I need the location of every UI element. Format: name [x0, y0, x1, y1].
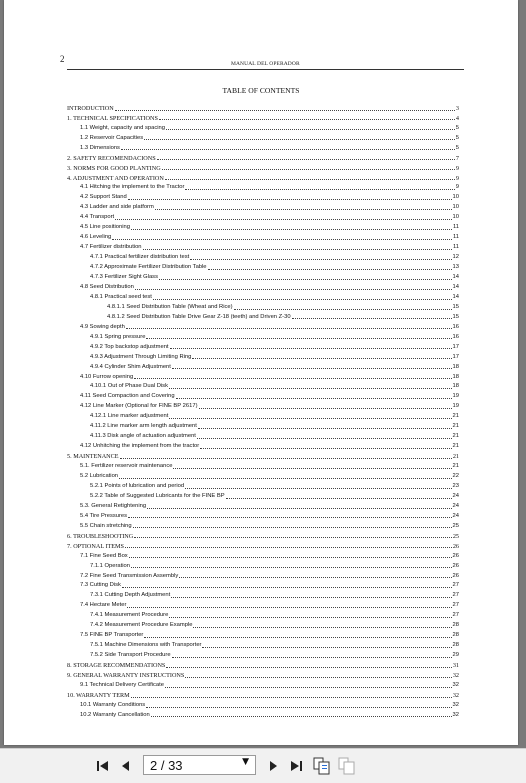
chevron-down-icon: ▼	[242, 757, 249, 767]
toc-entry[interactable]	[90, 639, 459, 649]
running-header: MANUAL DEL OPERADOR	[231, 61, 300, 67]
toc-leader-dots	[134, 537, 452, 538]
toc-leader-dots	[134, 378, 451, 379]
toc-entry-page: 17	[452, 353, 459, 360]
toc-entry-label: 5.1. Fertilizer reservoir maintenance	[80, 463, 173, 470]
toc-entry[interactable]	[67, 659, 459, 669]
toc-entry[interactable]	[67, 530, 459, 540]
toc-entry[interactable]	[67, 669, 459, 679]
toc-entry[interactable]	[80, 241, 459, 251]
toc-leader-dots	[120, 458, 452, 459]
toc-entry-label: 5. MAINTENANCE	[67, 453, 119, 461]
toc-leader-dots	[185, 677, 451, 678]
toc-leader-dots	[133, 527, 452, 528]
toc-entry-page: 29	[452, 652, 459, 659]
toc-entry-label: 9.1 Technical Delivery Certificate	[80, 681, 164, 688]
toc-entry[interactable]	[107, 311, 459, 321]
toc-leader-dots	[165, 687, 452, 688]
toc-entry[interactable]	[90, 331, 459, 341]
toc-leader-dots	[193, 627, 451, 628]
toc-entry[interactable]	[67, 102, 459, 112]
toc-entry-label: 10.2 Warranty Cancellation	[80, 711, 150, 718]
toc-leader-dots	[199, 408, 452, 409]
toc-entry-label: 4.7 Fertilizer distribution	[80, 244, 142, 251]
toc-entry-page: 9	[455, 184, 459, 191]
toc-entry-label: 4.3 Ladder and side platform	[80, 204, 154, 211]
toc-entry-page: 14	[452, 274, 459, 281]
toc-entry-label: 7.5 FINE BP Transporter	[80, 632, 144, 639]
toc-entry-page: 27	[452, 582, 459, 589]
toc-entry[interactable]	[90, 560, 459, 570]
toc-leader-dots	[112, 239, 452, 240]
toc-leader-dots	[169, 418, 451, 419]
toc-entry[interactable]	[90, 251, 459, 261]
toc-entry[interactable]	[80, 510, 459, 520]
toc-entry-label: 7.5.2 Side Transport Procedure	[90, 652, 171, 659]
toc-entry-label: 5.5 Chain stretching	[80, 522, 132, 529]
toc-entry-label: 9. GENERAL WARRANTY INSTRUCTIONS	[67, 672, 185, 680]
toc-leader-dots	[146, 707, 451, 708]
toc-leader-dots	[165, 179, 455, 180]
toc-entry-page: 11	[452, 244, 459, 251]
toc-entry-label: 1. TECHNICAL SPECIFICATIONS	[67, 114, 158, 122]
toc-entry-label: 4.1 Hitching the implement to the Tractor	[80, 184, 185, 191]
toc-leader-dots	[170, 348, 452, 349]
toc-entry[interactable]	[80, 460, 459, 470]
toc-leader-dots	[176, 398, 452, 399]
toc-leader-dots	[131, 567, 452, 568]
toc-entry-label: 4.8 Seed Distribution	[80, 283, 134, 290]
toc-entry[interactable]	[80, 629, 459, 639]
toc-entry-label: 3. NORMS FOR GOOD PLANTING	[67, 164, 161, 172]
toc-entry[interactable]	[67, 689, 459, 699]
toc-entry[interactable]	[80, 520, 459, 530]
toc-entry[interactable]	[90, 619, 459, 629]
toc-entry[interactable]	[90, 420, 459, 430]
toc-entry-label: 5.3. General Retightening	[80, 502, 147, 509]
toc-entry-label: 10.1 Warranty Conditions	[80, 701, 146, 708]
toc-entry-page: 26	[452, 572, 459, 579]
toc-leader-dots	[190, 259, 451, 260]
page-number: 2	[60, 54, 65, 64]
toc-entry-page: 32	[452, 672, 459, 680]
toc-leader-dots	[129, 557, 452, 558]
toc-entry-page: 21	[452, 453, 459, 461]
next-page-icon[interactable]	[264, 757, 282, 775]
toc-entry-label: 4.8.1.2 Seed Distribution Table Drive Gear Z-18 (teeth) and Driven Z-30	[107, 313, 291, 320]
toc-entry-page: 5	[455, 124, 459, 131]
toc-entry[interactable]	[67, 152, 459, 162]
toc-entry[interactable]	[80, 281, 459, 291]
toc-entry-page: 25	[452, 532, 459, 540]
toc-entry-page: 24	[452, 502, 459, 509]
toc-title: TABLE OF CONTENTS	[222, 86, 300, 95]
toc-entry[interactable]	[90, 361, 459, 371]
toc-leader-dots	[147, 508, 451, 509]
toc-entry-page: 32	[452, 681, 459, 688]
toc-leader-dots	[115, 219, 451, 220]
toc-leader-dots	[115, 110, 455, 111]
toc-entry[interactable]	[90, 649, 459, 659]
toc-entry-page: 17	[452, 343, 459, 350]
toc-leader-dots	[171, 597, 451, 598]
toc-leader-dots	[234, 309, 452, 310]
toc-entry-label: 4.9.4 Cylinder Shim Adjustment	[90, 363, 171, 370]
toc-entry-page: 24	[452, 512, 459, 519]
toc-entry-label: 4.5 Line positioning	[80, 224, 130, 231]
toc-entry-page: 18	[452, 363, 459, 370]
toc-entry-label: 7.4.2 Measurement Procedure Example	[90, 622, 193, 629]
toc-entry[interactable]	[80, 709, 459, 719]
toc-entry-page: 11	[452, 234, 459, 241]
toc-entry-page: 5	[455, 134, 459, 141]
toc-leader-dots	[127, 607, 451, 608]
toc-entry-page: 26	[452, 542, 459, 550]
toc-entry-page: 10	[452, 194, 459, 201]
toc-entry-page: 23	[452, 482, 459, 489]
toc-leader-dots	[185, 488, 451, 489]
toc-leader-dots	[119, 478, 452, 479]
toc-entry-page: 24	[452, 492, 459, 499]
toc-entry-page: 32	[452, 711, 459, 718]
toc-entry-label: 4.10 Furrow opening	[80, 373, 134, 380]
toc-entry[interactable]	[90, 291, 459, 301]
toc-entry[interactable]	[80, 699, 459, 709]
toc-entry[interactable]	[90, 351, 459, 361]
toc-entry-page: 16	[452, 333, 459, 340]
toc-entry-label: 4.9 Sowing depth	[80, 323, 125, 330]
toc-entry-page: 21	[452, 433, 459, 440]
toc-leader-dots	[172, 657, 452, 658]
toc-entry[interactable]	[80, 202, 459, 212]
toc-entry[interactable]	[67, 540, 459, 550]
toc-entry-label: 7.2 Fine Seed Transmission Assembly	[80, 572, 179, 579]
toc-entry[interactable]	[80, 600, 459, 610]
toc-entry-page: 27	[452, 602, 459, 609]
toc-leader-dots	[128, 517, 452, 518]
toc-leader-dots	[173, 468, 451, 469]
toc-leader-dots	[179, 577, 451, 578]
toc-entry[interactable]	[67, 450, 459, 460]
viewer-toolbar	[0, 748, 526, 783]
toc-entry[interactable]	[80, 182, 459, 192]
toc-entry-page: 13	[452, 264, 459, 271]
toc-entry-label: 4.11.3 Disk angle of actuation adjustment	[90, 433, 196, 440]
toc-entry-page: 21	[452, 463, 459, 470]
toc-entry-page: 18	[452, 373, 459, 380]
toc-entry-label: 7.1.1 Operation	[90, 562, 130, 569]
toc-entry-page: 25	[452, 522, 459, 529]
toc-leader-dots	[125, 547, 452, 548]
toc-entry-label: 8. STORAGE RECOMMENDATIONS	[67, 662, 166, 670]
toc-entry-label: 1.2 Reservoir Capacities	[80, 134, 144, 141]
toc-entry-label: 1.3 Dimensions	[80, 144, 120, 151]
toc-entry-page: 32	[452, 701, 459, 708]
toc-leader-dots	[166, 129, 455, 130]
previous-page-icon[interactable]	[117, 757, 135, 775]
toc-leader-dots	[153, 299, 452, 300]
toc-entry[interactable]	[80, 231, 459, 241]
toc-leader-dots	[159, 119, 455, 120]
toc-entry-page: 19	[452, 393, 459, 400]
toc-leader-dots	[155, 209, 452, 210]
toc-entry-page: 19	[452, 403, 459, 410]
toc-entry-page: 27	[452, 612, 459, 619]
toc-entry-page: 22	[452, 473, 459, 480]
toc-entry[interactable]	[80, 570, 459, 580]
toc-entry-page: 3	[455, 104, 459, 112]
toc-entry-label: 7.4.1 Measurement Procedure	[90, 612, 169, 619]
toc-entry-label: 4.4 Transport	[80, 214, 115, 221]
toc-entry-label: 4.2 Support Stand	[80, 194, 127, 201]
toc-entry-label: 7.5.1 Machine Dimensions with Transporter	[90, 642, 202, 649]
toc-entry-label: 7.1 Fine Seed Box	[80, 552, 128, 559]
toc-entry-page: 18	[452, 383, 459, 390]
toc-entry-label: 7.3.1 Cutting Depth Adjustment	[90, 592, 171, 599]
toc-entry[interactable]	[80, 211, 459, 221]
toc-entry-page: 9	[455, 174, 459, 182]
toc-entry-label: 10. WARRANTY TERM	[67, 691, 130, 699]
toc-entry-label: 1.1 Weight, capacity and spacing	[80, 124, 165, 131]
toc-entry-label: 5.2.2 Table of Suggested Lubricants for the FINE BP	[90, 492, 225, 499]
toc-entry-page: 4	[455, 114, 459, 122]
toc-entry-label: 4.10.1 Out of Phase Dual Disk	[90, 383, 168, 390]
toc-entry-page: 28	[452, 642, 459, 649]
toc-entry-label: 4.8.1 Practical seed test	[90, 293, 152, 300]
toc-leader-dots	[169, 617, 451, 618]
toc-entry-page: 28	[452, 622, 459, 629]
toc-entry[interactable]	[80, 679, 459, 689]
toc-entry-label: 5.4 Tire Pressures	[80, 512, 128, 519]
toc-entry-page: 10	[452, 214, 459, 221]
toc-entry-page: 15	[452, 313, 459, 320]
toc-entry-page: 27	[452, 592, 459, 599]
toc-entry[interactable]	[80, 221, 459, 231]
toc-entry-label: 4.11.2 Line marker arm length adjustment	[90, 423, 197, 430]
copy-view-icon[interactable]	[338, 757, 356, 775]
toc-entry[interactable]	[90, 381, 459, 391]
toc-entry-label: 4.9.3 Adjustment Through Limiting Ring	[90, 353, 192, 360]
toc-entry[interactable]	[90, 609, 459, 619]
toc-entry-page: 32	[452, 691, 459, 699]
toc-leader-dots	[121, 149, 455, 150]
page-view-icon[interactable]	[313, 757, 331, 775]
toc-leader-dots	[200, 448, 451, 449]
toc-entry[interactable]	[90, 480, 459, 490]
toc-entry-page: 5	[455, 144, 459, 151]
toc-entry-page: 16	[452, 323, 459, 330]
last-page-icon[interactable]	[287, 757, 305, 775]
toc-entry-label: 4.12.1 Line marker adjustment	[90, 413, 169, 420]
toc-leader-dots	[131, 697, 452, 698]
toc-entry[interactable]	[80, 192, 459, 202]
toc-entry-label: INTRODUCTION	[67, 104, 114, 112]
toc-leader-dots	[226, 498, 452, 499]
toc-entry[interactable]	[107, 301, 459, 311]
toc-leader-dots	[192, 358, 451, 359]
toc-entry-label: 5.2 Lubrication	[80, 473, 119, 480]
toc-entry-page: 14	[452, 283, 459, 290]
toc-entry[interactable]	[67, 162, 459, 172]
toc-entry-label: 7.4 Hectare Meter	[80, 602, 127, 609]
toc-entry-label: 4.8.1.1 Seed Distribution Table (Wheat and Rice)	[107, 303, 233, 310]
page-select[interactable]	[143, 755, 256, 775]
toc-leader-dots	[198, 428, 452, 429]
toc-entry-label: 4.9.2 Top backstop adjustment	[90, 343, 169, 350]
toc-entry-page: 15	[452, 303, 459, 310]
toc-leader-dots	[146, 338, 451, 339]
toc-entry-page: 21	[452, 443, 459, 450]
toc-entry-page: 26	[452, 552, 459, 559]
toc-entry[interactable]	[80, 391, 459, 401]
toc-leader-dots	[157, 159, 455, 160]
document-page	[4, 0, 518, 745]
toc-leader-dots	[208, 269, 452, 270]
toc-leader-dots	[292, 318, 452, 319]
toc-entry-page: 21	[452, 423, 459, 430]
toc-leader-dots	[172, 368, 452, 369]
toc-entry[interactable]	[90, 430, 459, 440]
toc-entry[interactable]	[80, 500, 459, 510]
toc-entry[interactable]	[80, 550, 459, 560]
toc-leader-dots	[143, 249, 452, 250]
toc-leader-dots	[135, 289, 452, 290]
toc-entry-page: 7	[455, 154, 459, 162]
toc-entry[interactable]	[90, 410, 459, 420]
toc-leader-dots	[144, 139, 455, 140]
toc-entry-label: 4.9.1 Spring pressure	[90, 333, 146, 340]
toc-leader-dots	[197, 438, 452, 439]
toc-entry-page: 14	[452, 293, 459, 300]
toc-entry-label: 5.2.1 Points of lubrication and period	[90, 482, 185, 489]
toc-leader-dots	[185, 189, 454, 190]
toc-entry[interactable]	[67, 172, 459, 182]
toc-entry[interactable]	[90, 490, 459, 500]
toc-entry[interactable]	[80, 321, 459, 331]
toc-entry[interactable]	[90, 271, 459, 281]
toc-entry-label: 4.6 Leveling	[80, 234, 112, 241]
header-rule	[67, 69, 464, 70]
toc-entry-page: 11	[452, 224, 459, 231]
toc-entry-page: 28	[452, 632, 459, 639]
toc-entry[interactable]	[80, 580, 459, 590]
toc-entry-label: 2. SAFETY RECOMENDACIONS	[67, 154, 156, 162]
toc-entry[interactable]	[80, 371, 459, 381]
toc-entry-label: 7.3 Cutting Disk	[80, 582, 121, 589]
toc-entry[interactable]	[80, 401, 459, 411]
toc-leader-dots	[169, 388, 452, 389]
toc-entry-label: 4.12 Unhitching the implement from the tractor	[80, 443, 200, 450]
toc-leader-dots	[128, 199, 452, 200]
page-indicator: 2 / 33	[150, 757, 183, 773]
toc-leader-dots	[159, 279, 452, 280]
toc-entry[interactable]	[67, 112, 459, 122]
toc-entry[interactable]	[90, 261, 459, 271]
toc-entry-label: 4.7.3 Fertilizer Sight Glass	[90, 274, 158, 281]
first-page-icon[interactable]	[94, 757, 112, 775]
toc-leader-dots	[122, 587, 452, 588]
toc-leader-dots	[144, 637, 451, 638]
toc-entry-label: 4.7.2 Approximate Fertilizer Distribution Table	[90, 264, 207, 271]
toc-leader-dots	[151, 716, 452, 717]
toc-entry-label: 4.7.1 Practical fertilizer distribution test	[90, 254, 190, 261]
toc-entry-page: 10	[452, 204, 459, 211]
toc-entry-label: 7. OPTIONAL ITEMS	[67, 542, 125, 550]
toc-entry-page: 26	[452, 562, 459, 569]
toc-leader-dots	[202, 647, 451, 648]
toc-entry[interactable]	[80, 470, 459, 480]
toc-entry-page: 12	[452, 254, 459, 261]
toc-entry-page: 9	[455, 164, 459, 172]
toc-entry[interactable]	[90, 341, 459, 351]
toc-entry-label: 4. ADJUSTMENT AND OPERATION	[67, 174, 164, 182]
toc-entry[interactable]	[90, 590, 459, 600]
toc-entry-label: 4.11 Seed Compaction and Covering	[80, 393, 175, 400]
toc-entry-label: 6. TROUBLESHOOTING	[67, 532, 134, 540]
toc-entry-page: 21	[452, 413, 459, 420]
toc-entry-page: 31	[452, 662, 459, 670]
toc-entry[interactable]	[80, 142, 459, 152]
toc-entry-label: 4.12 Line Marker (Optional for FINE BP 2617)	[80, 403, 198, 410]
toc-leader-dots	[131, 229, 452, 230]
toc-entry[interactable]	[80, 132, 459, 142]
toc-leader-dots	[166, 667, 451, 668]
toc-entry[interactable]	[80, 122, 459, 132]
toc-leader-dots	[126, 328, 452, 329]
toc-entry[interactable]	[80, 440, 459, 450]
toc-leader-dots	[162, 169, 455, 170]
